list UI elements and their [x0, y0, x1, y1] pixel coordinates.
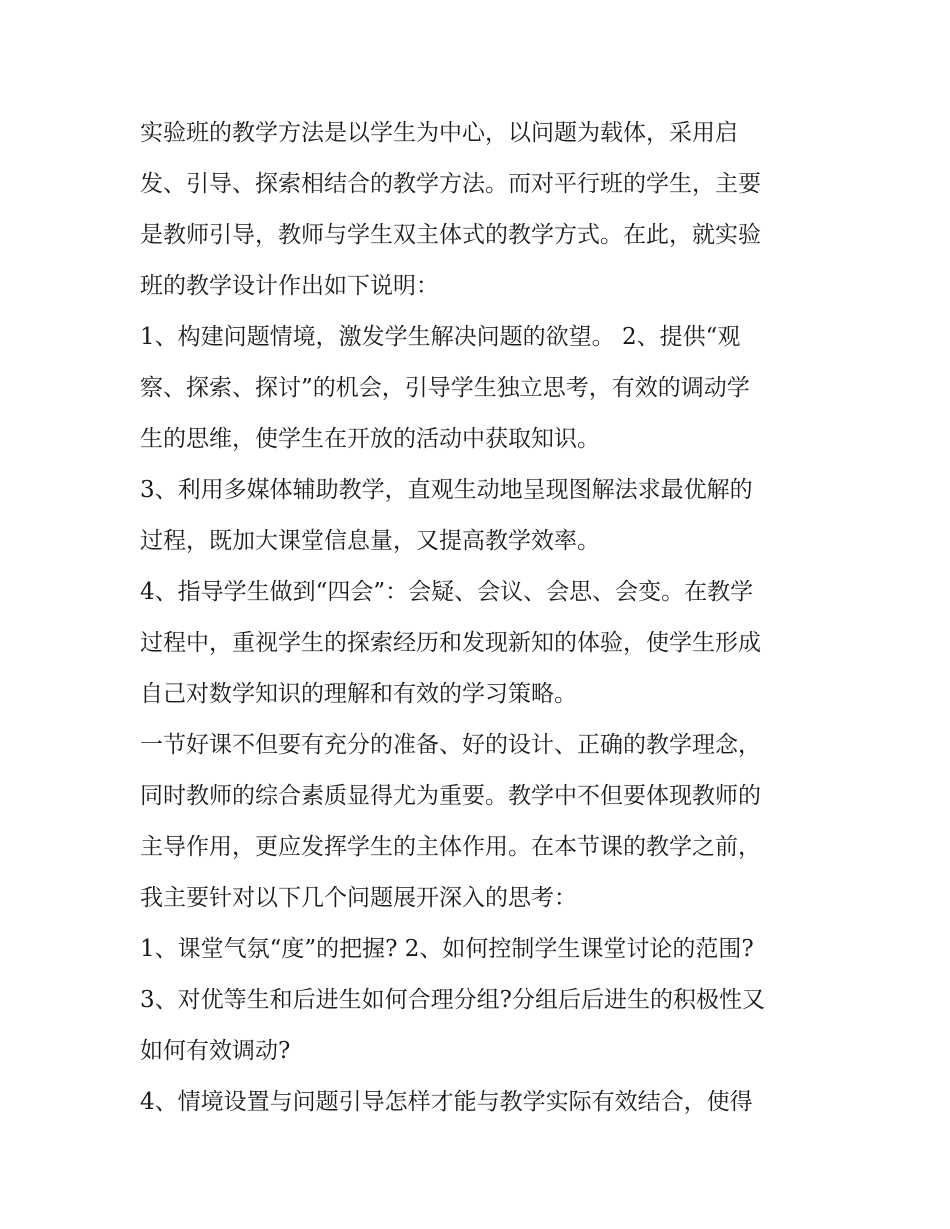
text-line: 发、引导、探索相结合的教学方法。而对平行班的学生，主要 [140, 171, 761, 197]
text-line: 班的教学设计作出如下说明： [140, 273, 439, 299]
text-line: 4、指导学生做到“四会”：会疑、会议、会思、会变。在教学 [140, 579, 754, 605]
text-line: 主导作用，更应发挥学生的主体作用。在本节课的教学之前， [140, 834, 761, 860]
document-body [140, 108, 820, 1128]
text-line: 一节好课不但要有充分的准备、好的设计、正确的教学理念， [140, 732, 761, 758]
text-line: 3、利用多媒体辅助教学，直观生动地呈现图解法求最优解的 [140, 477, 753, 503]
text-line: 1、构建问题情境，激发学生解决问题的欲望。 2、提供“观 [140, 324, 741, 350]
text-line: 过程，既加大课堂信息量，又提高教学效率。 [140, 528, 600, 554]
text-line: 实验班的教学方法是以学生为中心，以问题为载体，采用启 [140, 120, 738, 146]
text-line: 察、探索、探讨”的机会，引导学生独立思考，有效的调动学 [140, 375, 750, 401]
text-line: 3、对优等生和后进生如何合理分组?分组后后进生的积极性又 [140, 987, 765, 1013]
text-line: 是教师引导，教师与学生双主体式的教学方式。在此，就实验 [140, 222, 761, 248]
text-line: 过程中，重视学生的探索经历和发现新知的体验，使学生形成 [140, 630, 761, 656]
text-line: 我主要针对以下几个问题展开深入的思考： [140, 885, 577, 911]
text-line: 1、课堂气氛“度”的把握? 2、如何控制学生课堂讨论的范围? [140, 936, 754, 962]
text-line: 如何有效调动? [140, 1038, 291, 1064]
text-line: 同时教师的综合素质显得尤为重要。教学中不但要体现教师的 [140, 783, 761, 809]
text-line: 生的思维，使学生在开放的活动中获取知识。 [140, 426, 600, 452]
text-line: 4、情境设置与问题引导怎样才能与教学实际有效结合，使得 [140, 1089, 753, 1115]
text-line: 自己对数学知识的理解和有效的学习策略。 [140, 681, 577, 707]
